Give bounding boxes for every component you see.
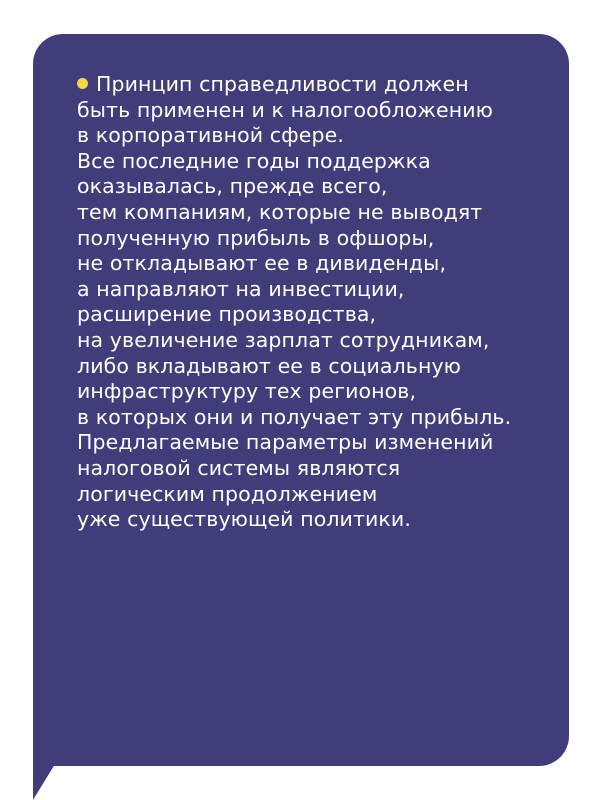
text-line <box>77 72 547 98</box>
quote-text <box>77 72 547 533</box>
text-line: инфраструктуру тех регионов, <box>77 379 417 404</box>
text-line: уже существующей политики. <box>77 507 411 532</box>
text-line: на увеличение зарплат сотрудникам, <box>77 327 490 352</box>
text-line: Все последние годы поддержка <box>77 148 431 173</box>
text-line: логическим продолжением <box>77 481 378 506</box>
speech-bubble-tail <box>33 764 55 800</box>
bullet-dot-icon <box>77 78 88 89</box>
text-line: полученную прибыль в офшоры, <box>77 225 435 250</box>
text-line: в которых они и получает эту прибыль. <box>77 404 512 429</box>
text-line: не откладывают ее в дивиденды, <box>77 251 447 276</box>
text-line: а направляют на инвестиции, <box>77 276 405 301</box>
text-line: налоговой системы являются <box>77 455 401 480</box>
text-line-content: Принцип справедливости должен <box>96 72 469 96</box>
text-line: в корпоративной сфере. <box>77 123 344 148</box>
text-line: либо вкладывают ее в социальную <box>77 353 462 378</box>
text-line: быть применен и к налогообложению <box>77 97 493 122</box>
text-line: Предлагаемые параметры изменений <box>77 430 494 455</box>
text-line: расширение производства, <box>77 302 377 327</box>
text-line: оказывалась, прежде всего, <box>77 174 388 199</box>
text-line: тем компаниям, которые не выводят <box>77 199 483 224</box>
